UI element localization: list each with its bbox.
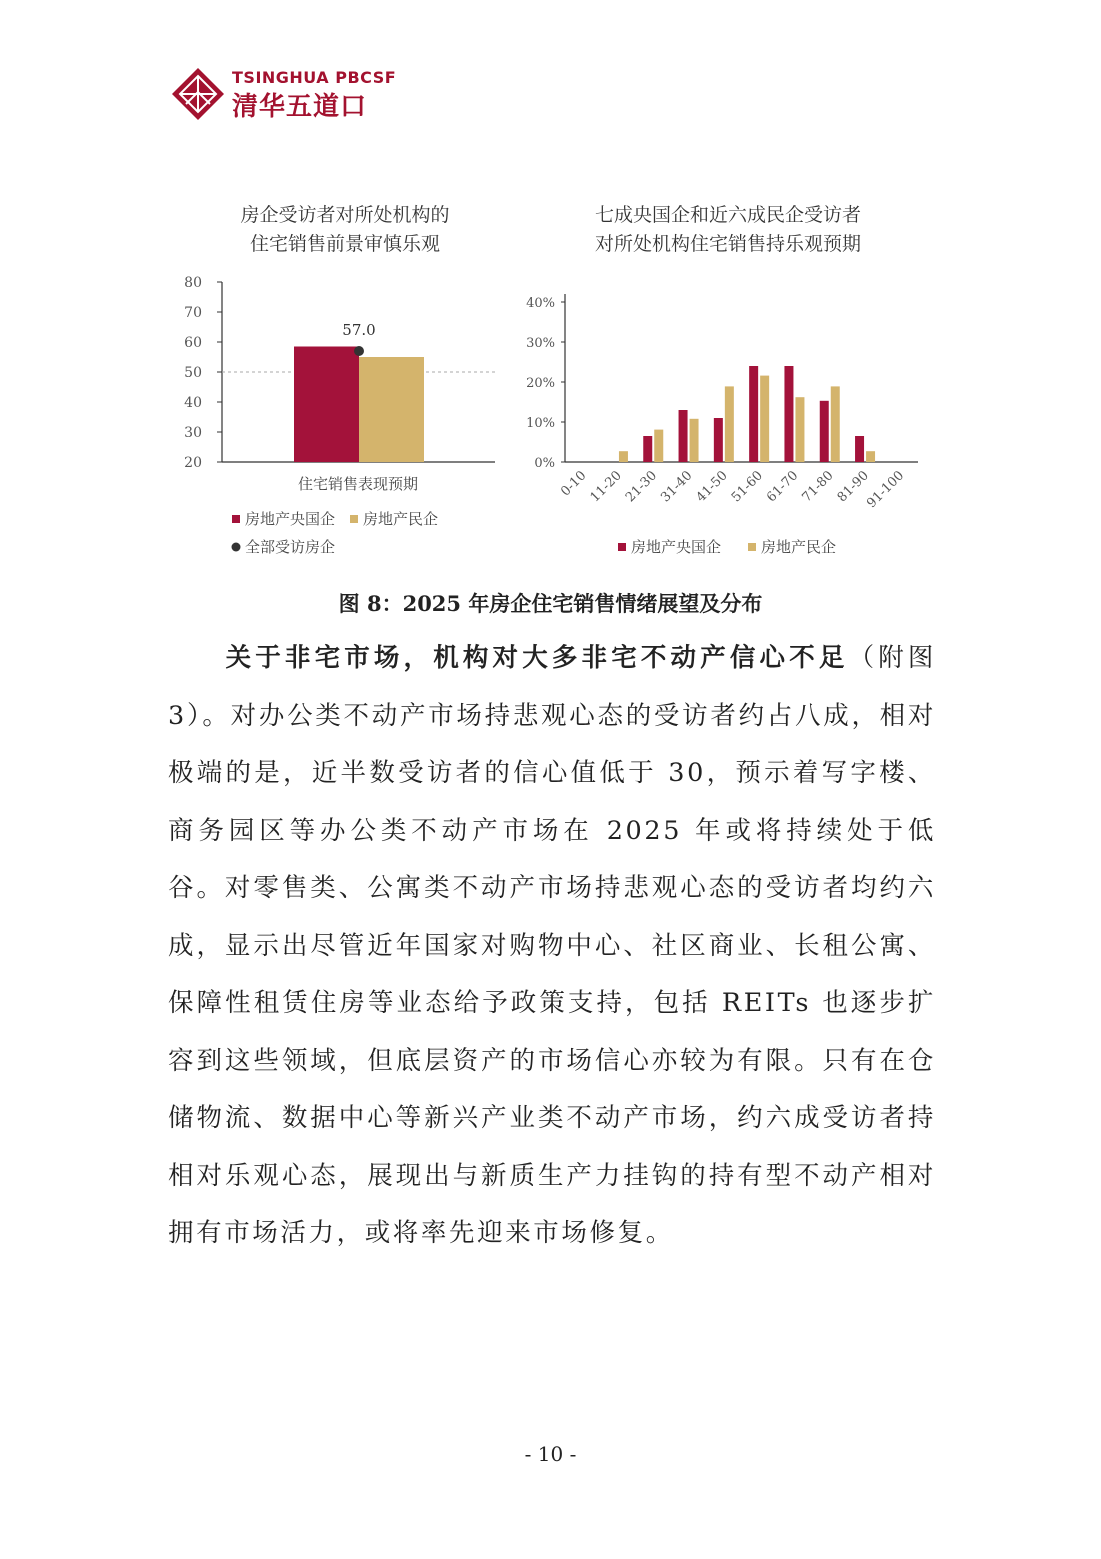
logo-english: TSINGHUA PBCSF xyxy=(232,68,397,87)
chart2-ytick-label: 20% xyxy=(526,376,555,391)
chart2-bar-private xyxy=(866,451,875,462)
chart2-xtick-label: 11-20 xyxy=(587,468,625,506)
chart2-bar-soe xyxy=(820,401,829,462)
chart1-ytick-label: 40 xyxy=(184,395,202,411)
chart2-bar-private xyxy=(690,419,699,462)
chart2-xtick-label: 71-80 xyxy=(799,468,837,506)
paragraph-rest: （附图 3）。对办公类不动产市场持悲观心态的受访者约占八成，相对极端的是，近半数受访者的信心值低于 30，预示着写字楼、商务园区等办公类不动产市场在 2025 年或将持续处于低谷。对零售类、公寓类不动产市场持悲观心态的受访者均约六成，显示出尽管近年国家对购物中心、社区商业、长租公寓、保障性租赁住房等业态给予政策支持，包括 REITs 也逐步扩容到这些领域，但底层资产的市场信心亦较为有限。只有在仓储物流、数据中心等新兴产业类不动产市场，约六成受访者持相对乐观心态，展现出与新质生产力挂钩的持有型不动产相对拥有市场活力，或将率先迎来市场修复。 xyxy=(168,643,936,1248)
chart2-xtick-label: 91-100 xyxy=(864,468,908,512)
chart1-legend-label-soe: 房地产央国企 xyxy=(245,510,336,528)
chart2-xtick-label: 81-90 xyxy=(834,468,872,506)
chart2-xtick-label: 61-70 xyxy=(764,468,802,506)
chart2-title-line2: 对所处机构住宅销售持乐观预期 xyxy=(594,233,861,255)
chart2-bar-private xyxy=(795,397,804,462)
chart2-legend-swatch-private xyxy=(748,543,756,551)
chart1-bar-soe xyxy=(294,347,359,463)
chart1-title-line2: 住宅销售前景审慎乐观 xyxy=(249,233,440,255)
chart2-bar-private xyxy=(760,376,769,462)
chart2-xtick-label: 41-50 xyxy=(693,468,731,506)
chart1-ytick-label: 30 xyxy=(184,425,202,441)
page-number: - 10 - xyxy=(524,1442,577,1466)
chart2-bar-private xyxy=(619,451,628,462)
chart2-legend-label-private: 房地产民企 xyxy=(761,538,837,556)
chart2-bar-soe xyxy=(784,366,793,462)
paragraph-bold-lead: 关于非宅市场，机构对大多非宅不动产信心不足 xyxy=(224,643,849,673)
chart1-ytick-label: 20 xyxy=(184,455,202,471)
figure-caption: 图 8：2025 年房企住宅销售情绪展望及分布 xyxy=(338,591,763,616)
chart1-title-line1: 房企受访者对所处机构的 xyxy=(240,204,450,226)
chart2-bar-soe xyxy=(855,436,864,462)
chart2-bar-private xyxy=(831,386,840,462)
chart1-ytick-label: 70 xyxy=(184,305,202,321)
chart2-ytick-label: 10% xyxy=(526,416,555,431)
chart2-xtick-label: 31-40 xyxy=(658,468,696,506)
chart2-bar-private xyxy=(654,430,663,462)
chart1-bar-private xyxy=(359,357,424,462)
chart2-xtick-label: 51-60 xyxy=(728,468,766,506)
chart2-bar-soe xyxy=(643,436,652,462)
chart1-legend-swatch-soe xyxy=(232,515,240,523)
charts-canvas xyxy=(0,0,1101,580)
chart1-ytick-label: 60 xyxy=(184,335,202,351)
chart1-ytick-label: 50 xyxy=(184,365,202,381)
chart2-xtick-label: 0-10 xyxy=(558,468,590,500)
chart1-ytick-label: 80 xyxy=(184,275,202,291)
chart2-legend-swatch-soe xyxy=(618,543,626,551)
chart2-bar-private xyxy=(725,386,734,462)
logo-chinese: 清华五道口 xyxy=(232,92,368,122)
chart1-overall-dot xyxy=(354,346,364,356)
chart2-ytick-label: 40% xyxy=(526,296,555,311)
chart1-legend-swatch-private xyxy=(350,515,358,523)
chart2-legend-label-soe: 房地产央国企 xyxy=(631,538,722,556)
chart2-bar-soe xyxy=(749,366,758,462)
chart1-legend-label-overall: 全部受访房企 xyxy=(245,538,336,556)
chart1-x-label: 住宅销售表现预期 xyxy=(297,475,419,493)
chart2-title-line1: 七成央国企和近六成民企受访者 xyxy=(594,204,861,226)
chart2-xtick-label: 21-30 xyxy=(622,468,661,506)
chart1-legend-label-private: 房地产民企 xyxy=(363,510,439,528)
chart1-legend-swatch-overall xyxy=(232,543,241,552)
chart2-bar-soe xyxy=(679,410,688,462)
body-paragraph xyxy=(168,630,936,1263)
chart2-bar-soe xyxy=(714,418,723,462)
chart1-overall-data-label: 57.0 xyxy=(342,321,376,339)
chart2-ytick-label: 0% xyxy=(534,456,555,471)
chart2-ytick-label: 30% xyxy=(526,336,555,351)
